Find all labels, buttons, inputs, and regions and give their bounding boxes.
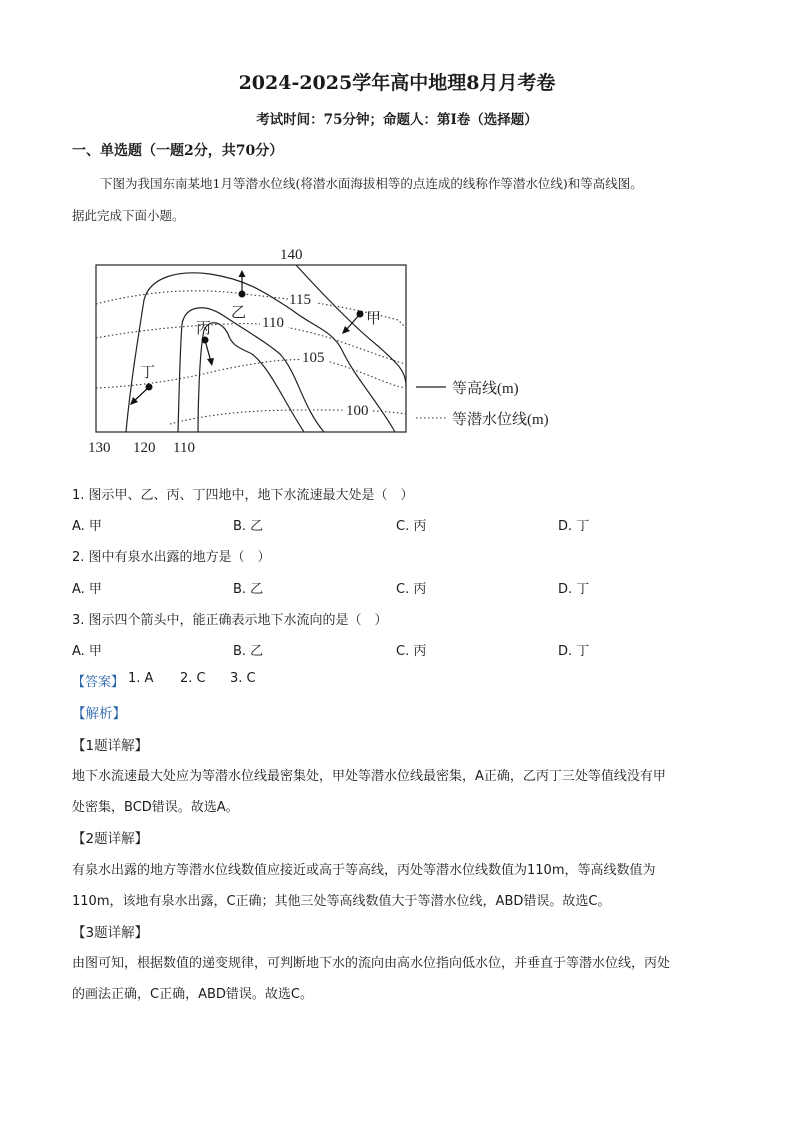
arrow-bing [207, 358, 214, 366]
water-level-label-115: 115 [289, 292, 311, 308]
detail-3-line-2: 的画法正确，C正确，ABD错误。故选C。 [72, 987, 313, 1002]
detail-2-heading: 【2题详解】 [72, 831, 149, 847]
detail-1-heading: 【1题详解】 [72, 738, 149, 754]
detail-2-line-2: 110m，该地有泉水出露，C正确；其他三处等高线数值大于等潜水位线，ABD错误。故选C。 [72, 894, 611, 909]
answer-3: 3. C [230, 671, 256, 686]
point-label-yi: 乙 [231, 305, 247, 321]
q3-option-a[interactable]: A. 甲 [72, 644, 102, 659]
question-3-stem: 3. 图示四个箭头中，能正确表示地下水流向的是（ ） [72, 613, 388, 628]
q2-option-c[interactable]: C. 丙 [396, 582, 427, 597]
detail-3-line-1: 由图可知，根据数值的递变规律，可判断地下水的流向由高水位指向低水位，并垂直于等潜水位线，丙处 [72, 956, 671, 971]
water-level-label-105: 105 [302, 350, 325, 366]
detail-1-line-2: 处密集，BCD错误。故选A。 [72, 800, 239, 815]
contour-label-140: 140 [280, 247, 303, 263]
point-label-bing: 丙 [196, 321, 212, 337]
intro-line-1: 下图为我国东南某地1月等潜水位线(将潜水面海拔相等的点连成的线称作等潜水位线)和等高线图。 [100, 176, 643, 191]
arrow-yi [239, 270, 246, 277]
q1-option-b[interactable]: B. 乙 [233, 519, 264, 534]
q3-option-d[interactable]: D. 丁 [558, 644, 590, 659]
contour-label-120: 120 [133, 440, 156, 456]
water-level-label-100: 100 [346, 403, 369, 419]
q1-option-c[interactable]: C. 丙 [396, 519, 427, 534]
answer-1: 1. A [128, 671, 154, 686]
q2-option-d[interactable]: D. 丁 [558, 582, 590, 597]
contour-label-130: 130 [88, 440, 111, 456]
point-label-ding: 丁 [140, 365, 156, 381]
water-level-label-110: 110 [262, 315, 284, 331]
analysis-label: 【解析】 [72, 706, 126, 722]
q3-option-b[interactable]: B. 乙 [233, 644, 264, 659]
contour-map-figure [60, 238, 580, 460]
detail-1-line-1: 地下水流速最大处应为等潜水位线最密集处，甲处等潜水位线最密集，A正确，乙丙丁三处等值线没有甲 [72, 769, 666, 784]
q2-option-b[interactable]: B. 乙 [233, 582, 264, 597]
question-1-stem: 1. 图示甲、乙、丙、丁四地中，地下水流速最大处是（ ） [72, 488, 414, 503]
q1-option-d[interactable]: D. 丁 [558, 519, 590, 534]
contour-140 [296, 265, 406, 386]
point-label-jia: 甲 [366, 311, 382, 327]
q3-option-c[interactable]: C. 丙 [396, 644, 427, 659]
legend-contour-label: 等高线(m) [452, 381, 519, 397]
section-heading: 一、单选题（一题2分，共70分） [72, 143, 284, 159]
q2-option-a[interactable]: A. 甲 [72, 582, 102, 597]
exam-info: 考试时间：75分钟；命题人：第I卷（选择题） [256, 112, 538, 128]
contour-label-110: 110 [173, 440, 195, 456]
q1-option-a[interactable]: A. 甲 [72, 519, 102, 534]
detail-2-line-1: 有泉水出露的地方等潜水位线数值应接近或高于等高线，丙处等潜水位线数值为110m，等高线数值为 [72, 863, 656, 878]
answer-label: 【答案】 [72, 675, 125, 690]
page-title: 2024-2025学年高中地理8月月考卷 [238, 72, 556, 94]
answer-2: 2. C [180, 671, 206, 686]
legend-water-label: 等潜水位线(m) [452, 412, 549, 428]
question-2-stem: 2. 图中有泉水出露的地方是（ ） [72, 550, 271, 565]
detail-3-heading: 【3题详解】 [72, 925, 149, 941]
intro-line-2: 据此完成下面小题。 [72, 208, 185, 223]
